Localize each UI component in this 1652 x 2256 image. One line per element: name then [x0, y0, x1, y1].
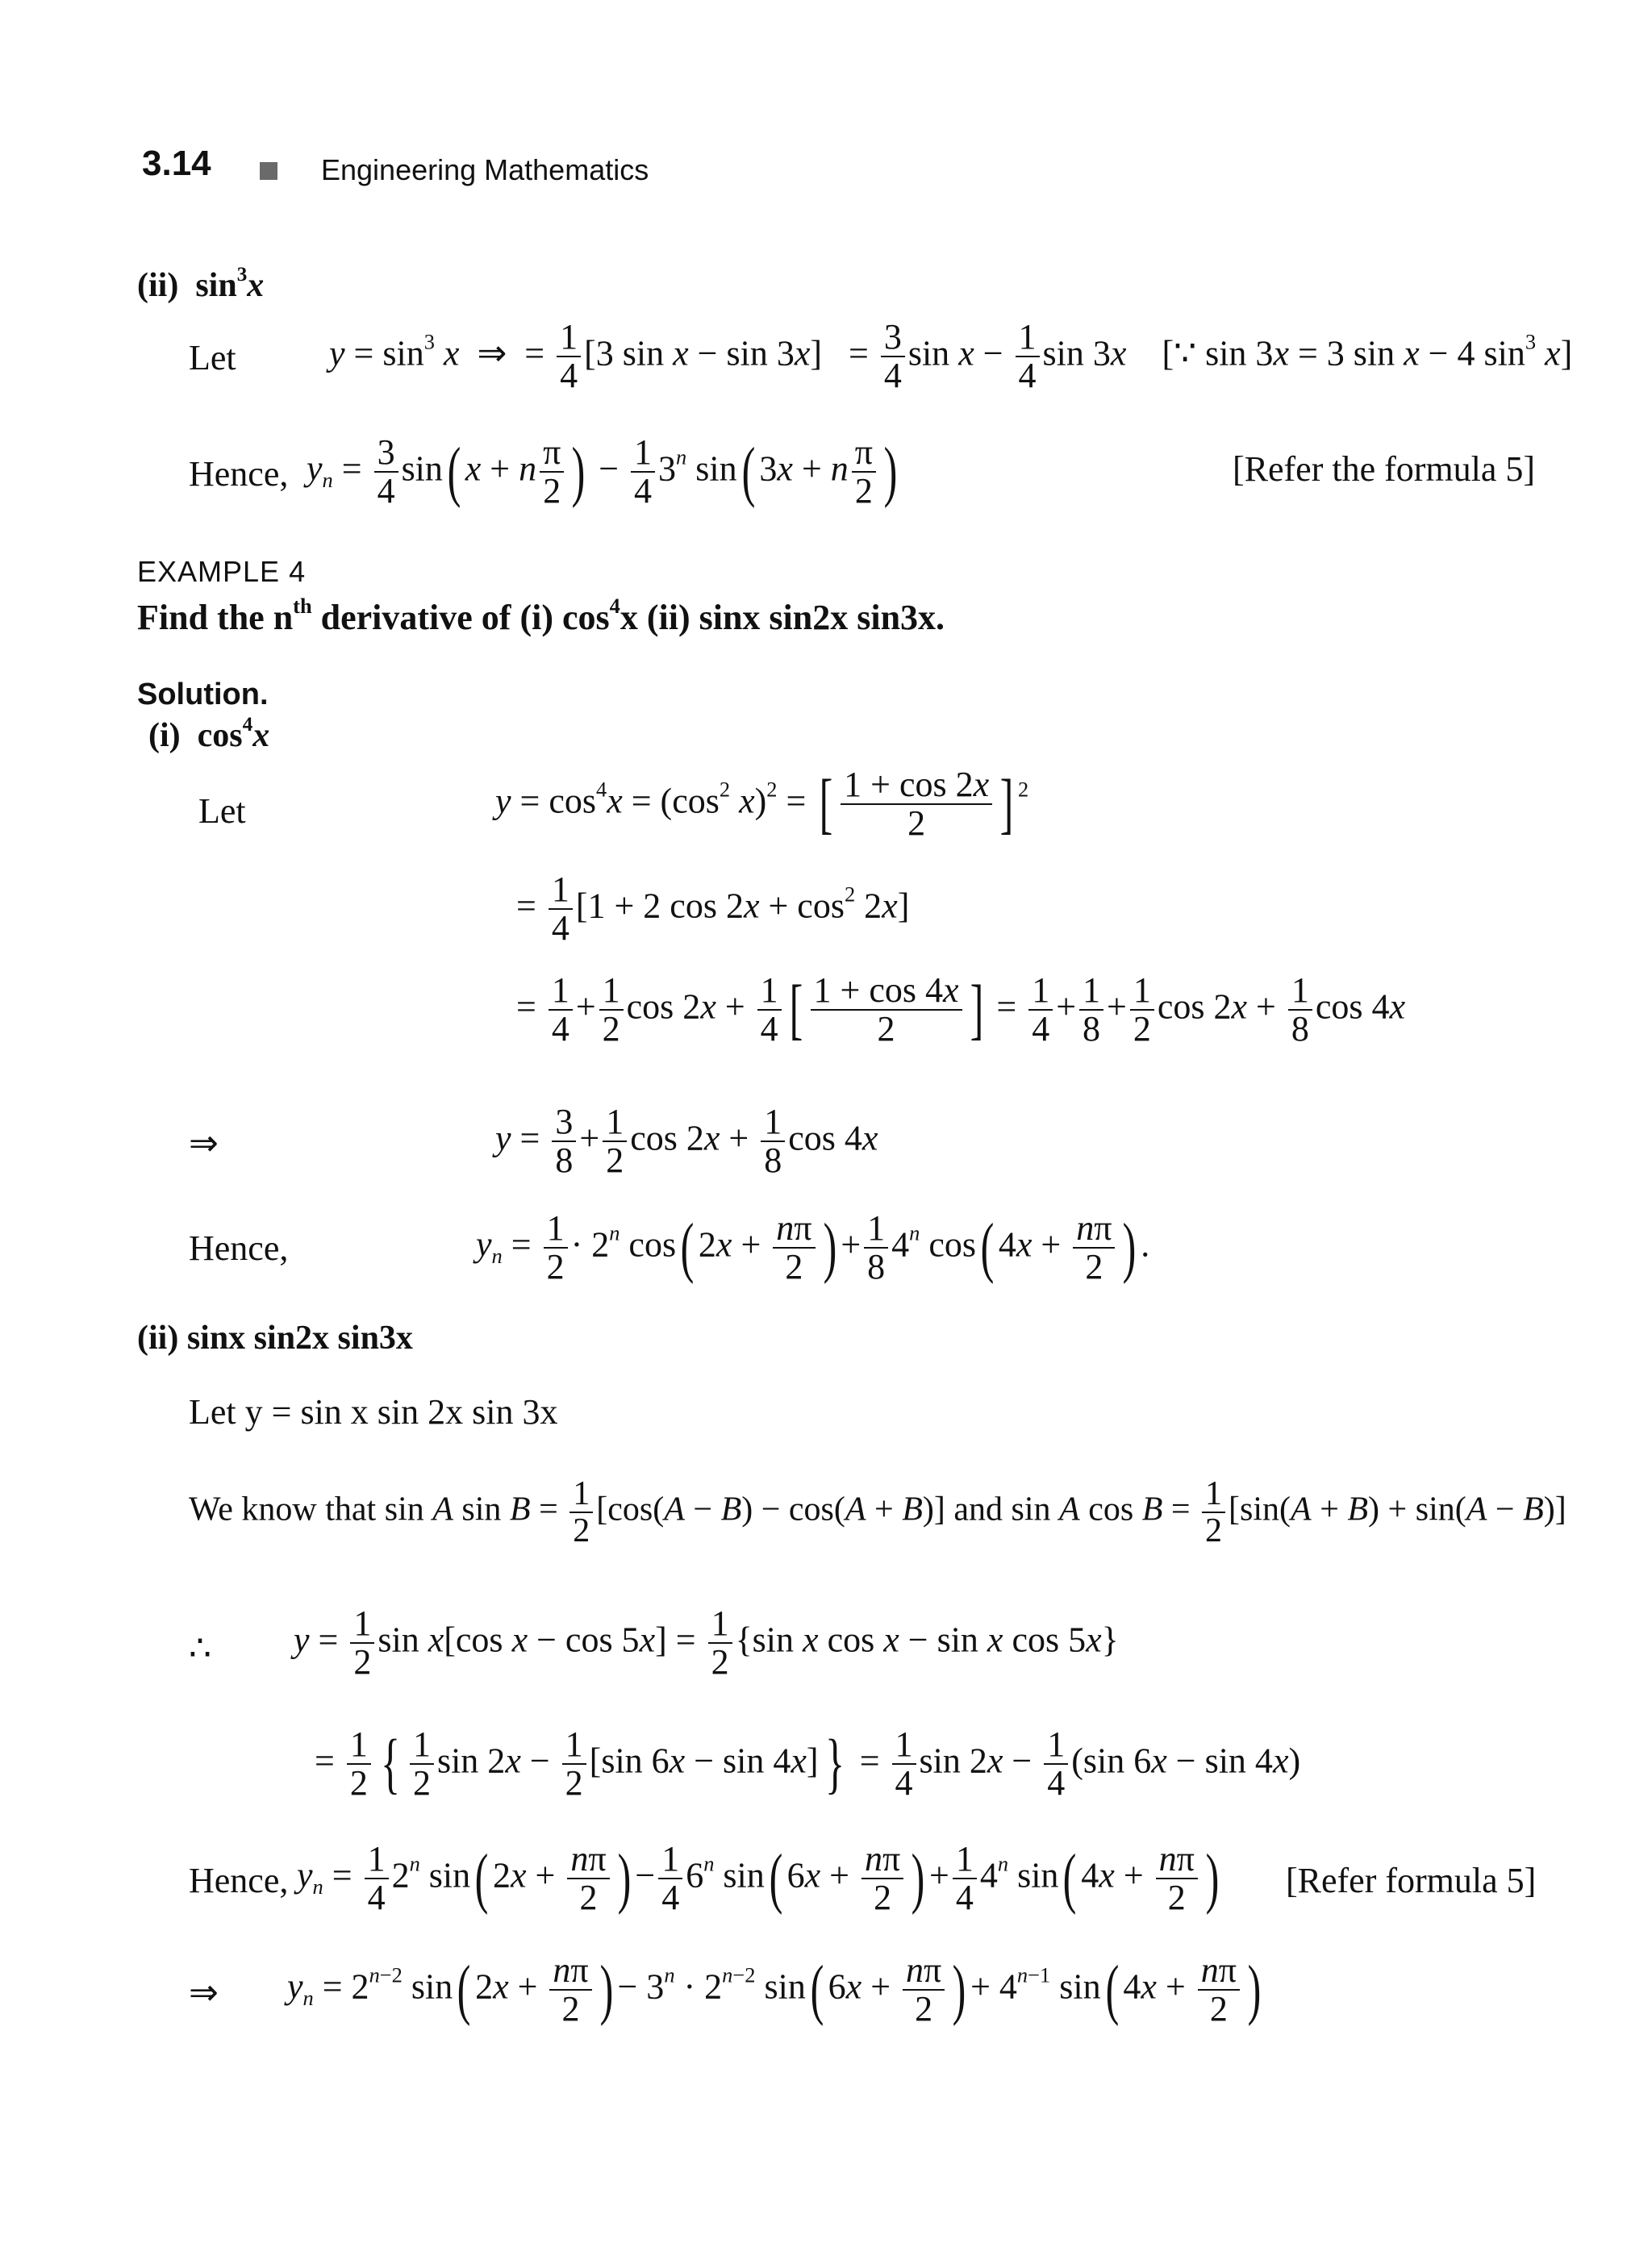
equation-yn-cos4x: $y_n$ = $\frac{1}{2}$ · $2^n$ cos( 2x + $\frac{n\pi}{2}$ ) + $\frac{1}{8}$ 4$^n$ cos( 4x + $\frac{n\pi}{2}$ ) . — [476, 1208, 1150, 1287]
equation-product-step1: y = $\frac{1}{2}$ sin x[cos x − cos 5x] = $\frac{1}{2}$ {sin x cos x − sin x cos 5x} — [294, 1603, 1119, 1683]
reference-formula-5-b: [Refer formula 5] — [1286, 1861, 1537, 1900]
hence-label-1: Hence, — [189, 454, 289, 494]
let-label-2: Let — [198, 791, 246, 831]
equation-cos4x-step2: = $\frac{1}{4}$ [1 + 2 $\cos 2x + \cos^2 2x$] — [516, 869, 910, 949]
equation-sin3x-identity: $y = \sin^3 x$ ⇒ = $\frac{1}{4}$ [3 sin x − sin 3x] = $\frac{3}{4}$ sin x − $\frac{1}{4}$ sin 3x [∵ sin 3x = 3 sin x − 4 $\sin^3 x$] — [329, 317, 1573, 396]
product-to-sum-identities: We know that sin A sin B = $\frac{1}{2}$ [cos(A − B) − cos(A + B)] and sin A cos B = $\frac{1}{2}$ [sin(A + B) + sin(A − B)] — [189, 1475, 1566, 1550]
equation-cos4x-result: y = $\frac{3}{8}$ + $\frac{1}{2}$ cos 2x + $\frac{1}{8}$ cos 4x — [495, 1102, 878, 1181]
hence-label-3: Hence, — [189, 1861, 289, 1900]
hence-label-2: Hence, — [189, 1228, 289, 1268]
equation-yn-product: $y_n$ = $\frac{1}{4}$ 2$^n$ sin( 2x + $\frac{n\pi}{2}$ ) − $\frac{1}{4}$ 6$^n$ sin( 6x + $\frac{n\pi}{2}$ ) + $\frac{1}{4}$ 4$^n$ sin( 4x + $\frac{n\pi}{2}$ ) — [297, 1839, 1220, 1918]
equation-yn-final: $y_n = 2^{n-2}$ sin( 2x + $\frac{n\pi}{2}$ ) − $3^n \cdot 2^{n-2}$ sin( 6x + $\frac{n\pi}{2}$ ) + $4^{n-1}$ sin( 4x + $\frac{n\pi}{2}$ ) — [287, 1950, 1262, 2029]
equation-yn-sin3x: $y_n$ = $\frac{3}{4}$ sin( x + n $\frac{\pi}{2}$ ) − $\frac{1}{4}$ 3$^n$ sin( 3x + n $\frac{\pi}{2}$ ) — [307, 432, 898, 511]
running-title: Engineering Mathematics — [321, 153, 649, 186]
part-ii-heading: (ii) $\sin^3x$ — [137, 264, 265, 304]
part-i-heading: (i) $\cos^4x$ — [148, 714, 270, 754]
square-marker-icon — [260, 162, 277, 180]
let-line: Let y = sin x sin 2x sin 3x — [189, 1392, 558, 1432]
part-ii-heading-2: (ii) sinx sin2x sin3x — [137, 1320, 413, 1357]
solution-label: Solution. — [137, 678, 269, 711]
implies-symbol-2: ⇒ — [189, 1973, 219, 2012]
example-label: EXAMPLE 4 — [137, 555, 307, 588]
equation-product-step2: = $\frac{1}{2}$ { $\frac{1}{2}$ sin 2x − $\frac{1}{2}$ [sin 6x − sin 4x]} = $\frac{1}{4}$ sin 2x − $\frac{1}{4}$ (sin 6x − sin 4x) — [315, 1724, 1301, 1804]
equation-cos4x-step3: = $\frac{1}{4}$ + $\frac{1}{2}$ cos 2x + $\frac{1}{4}$ [ $\frac{1 + \cos 4x}{2}$ ] = $\frac{1}{4}$ + $\frac{1}{8}$ + $\frac{1}{2}$ cos 2x + $\frac{1}{8}$ cos 4x — [516, 970, 1406, 1049]
problem-statement: Find the $n^{th}$ derivative of (i) $\cos^4x$ (ii) sinx sin2x sin3x. — [137, 594, 945, 637]
reference-formula-5: [Refer the formula 5] — [1233, 449, 1536, 489]
let-label-1: Let — [189, 338, 236, 377]
implies-symbol-1: ⇒ — [189, 1124, 219, 1163]
page-number: 3.14 — [142, 144, 211, 183]
therefore-symbol: ∴ — [189, 1628, 211, 1668]
equation-cos4x-step1: $y = \cos^4x = (\cos^2$ x)$^2$ = [ $\frac{1 + \cos 2x}{2}$ ] $^2$ — [495, 765, 1029, 844]
